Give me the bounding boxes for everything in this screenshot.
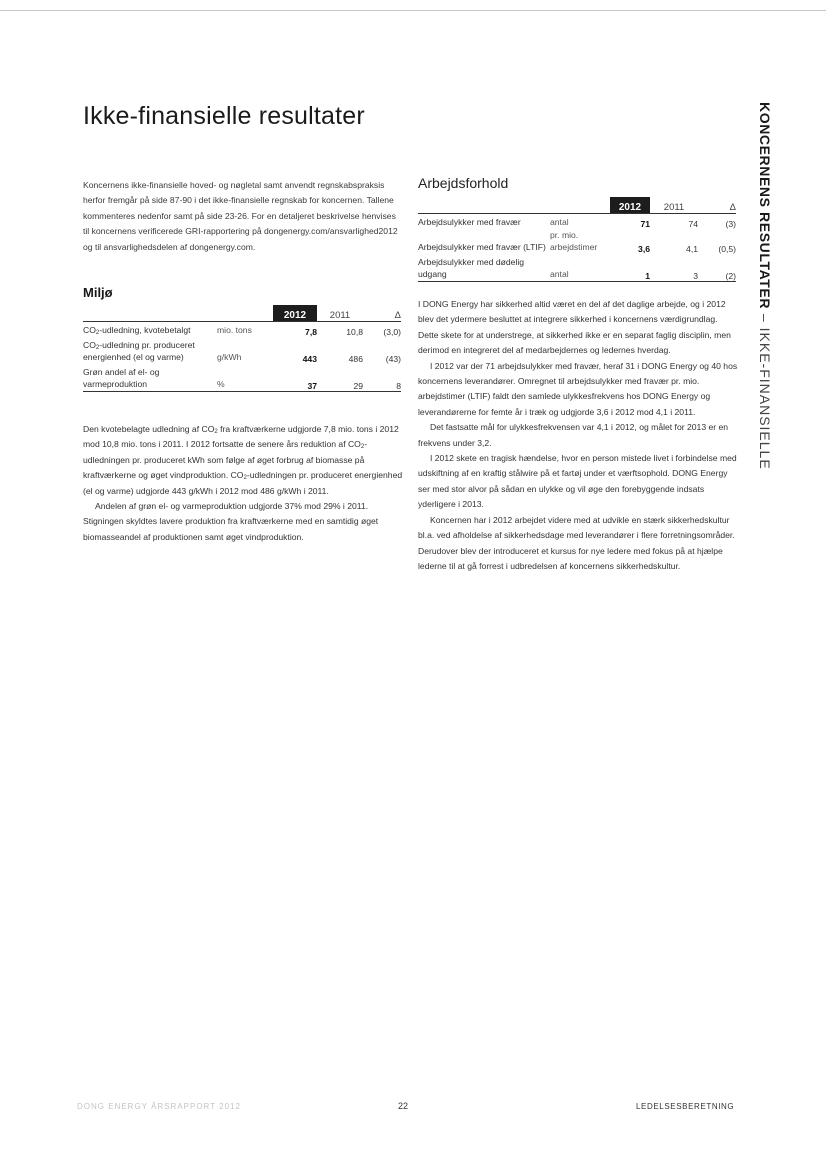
- miljo-body: [83, 422, 403, 545]
- header-2011: 2011: [317, 305, 363, 322]
- arbejdsforhold-paragraph: Det fastsatte mål for ulykkesfrekvensen var 4,1 i 2012, og målet for 2013 er en frekvens under 3,2.: [418, 422, 729, 448]
- row-unit: antal: [546, 254, 610, 282]
- value-delta: (3): [725, 218, 736, 229]
- value-2011: 4,1: [686, 243, 698, 254]
- value-delta: (3,0): [383, 326, 401, 337]
- row-label: Arbejdsulykker med fravær: [418, 217, 521, 227]
- arbejdsforhold-paragraph: I DONG Energy har sikkerhed altid været en del af det daglige arbejde, og i 2012 blev det ydermere besluttet at integrere sikkerhed i koncernens værdigrundlag. Dette skete for at understrege, at sikkerhed ikke er en separat faglig disciplin, men derimod en integreret del af medarbejdernes og ledernes hverdag.: [418, 299, 731, 356]
- row-unit: antal: [550, 217, 569, 227]
- row-label: $CO_2$-udledning pr. produceret energienhed (el og varme): [83, 339, 195, 362]
- value-2011: 486: [348, 353, 363, 364]
- value-delta: (2): [698, 254, 736, 282]
- value-2012: 7,8: [305, 326, 317, 337]
- value-2012: 443: [302, 353, 317, 364]
- value-2011: 3: [650, 254, 698, 282]
- row-unit: g/kWh: [217, 352, 242, 362]
- value-2011: 74: [688, 218, 698, 229]
- value-2011: 10,8: [346, 326, 363, 337]
- value-delta: 8: [363, 364, 401, 392]
- value-delta: (0,5): [718, 243, 736, 254]
- value-2012: 71: [640, 218, 650, 229]
- row-label: Arbejdsulykker med fravær (LTIF): [418, 242, 546, 252]
- value-delta: (43): [385, 353, 401, 364]
- section-side-tab: [757, 102, 773, 470]
- top-rule: [0, 10, 826, 11]
- miljo-paragraph-1: Den kvotebelagte udledning af $CO_2$ fra kraftværkerne udgjorde 7,8 mio. tons i 2012 mod 10,8 mio. tons i 2011. I 2012 fortsatte de senere års reduktion af $CO_2$-udledningen pr. produceret kWh som følge af øget forbrug af biomasse på kraftværkerne og øget vindproduktion. $CO_2$-udledningen pr. produceret energienhed (el og varme) udgjorde 443 g/kWh i 2012 mod 486 g/kWh i 2011.: [83, 424, 403, 496]
- side-tab-sep: –: [757, 309, 773, 328]
- table-row: [418, 214, 736, 229]
- header-delta: Δ: [363, 305, 401, 322]
- side-tab-light: IKKE-FINANSIELLE: [757, 327, 773, 470]
- arbejdsforhold-table: [418, 197, 736, 282]
- header-2012: 2012: [610, 197, 650, 214]
- row-label: Grøn andel af el- og varmeproduktion: [83, 364, 213, 392]
- miljo-paragraph-2: Andelen af grøn el- og varmeproduktion udgjorde 37% mod 29% i 2011. Stigningen skyldtes lavere produktion fra kraftværkerne med en samtidig øget biomasseandel af produktionen samt øget vindproduktion.: [83, 501, 379, 542]
- row-unit: %: [213, 364, 273, 392]
- table-row: [83, 364, 401, 392]
- side-tab-bold: KONCERNENS RESULTATER: [757, 102, 773, 310]
- table-header-row: [418, 197, 736, 214]
- arbejdsforhold-body: [418, 297, 740, 574]
- value-2011: 29: [317, 364, 363, 392]
- table-header-row: [83, 305, 401, 322]
- intro-paragraph: Koncernens ikke-finansielle hoved- og nøgletal samt anvendt regnskabspraksis herfor fremgår på side 87-90 i det ikke-finansielle regnskab for koncernen. Tallene kommenteres nedenfor samt på side 23-26. For en detaljeret beskrivelse henvises til koncernens verificerede GRI-rapportering på dongenergy.com/ansvarlighed2012 og til ansvarlighedsdelen af dongenergy.com.: [83, 180, 398, 252]
- footer-section-name: LEDELSESBERETNING: [636, 1102, 735, 1111]
- value-2012: 1: [610, 254, 650, 282]
- arbejdsforhold-paragraph: Koncernen har i 2012 arbejdet videre med at udvikle en stærk sikkerhedskultur bl.a. ved afholdelse af sikkerhedsdage med leverandører i flere forretningsområder. Derudover blev der introduceret et kursus for nye ledere med fokus på at hjælpe lederne til at gå forrest i udbredelsen af koncernens sikkerhedskultur.: [418, 514, 735, 571]
- header-2012: 2012: [273, 305, 317, 322]
- table-row: [418, 254, 736, 282]
- value-2012: 3,6: [638, 243, 650, 254]
- table-row: [83, 322, 401, 337]
- row-unit: mio. tons: [217, 325, 252, 335]
- header-delta: Δ: [698, 197, 736, 214]
- row-label: $CO_2$-udledning, kvotebetalgt: [83, 325, 191, 336]
- footer-page-number: 22: [398, 1101, 409, 1111]
- table-row: [83, 337, 401, 364]
- miljo-heading: Miljø: [83, 285, 113, 300]
- arbejdsforhold-paragraph: I 2012 skete en tragisk hændelse, hvor en person mistede livet i forbindelse med udskiftning af en kraftig stålwire på et fartøj under et værftsophold. DONG Energy ser med stor alvor på sådan en ulykke og vil øge den forebyggende indsats yderligere i 2013.: [418, 453, 737, 510]
- arbejdsforhold-paragraph: I 2012 var der 71 arbejdsulykker med fravær, heraf 31 i DONG Energy og 40 hos koncernens leverandører. Omregnet til arbejdsulykker med fravær pr. mio. arbejdstimer (LTIF) faldt den samlede ulykkesfrekvens hos DONG Energy og leverandørerne for femte år i træk og udgjorde 3,6 i 2012 mod 4,1 i 2011.: [418, 360, 738, 417]
- footer-report-name: DONG ENERGY ÅRSRAPPORT 2012: [77, 1102, 241, 1111]
- row-label: Arbejdsulykker med dødelig udgang: [418, 254, 546, 282]
- arbejdsforhold-heading: Arbejdsforhold: [418, 175, 509, 191]
- miljo-table: [83, 305, 401, 392]
- value-2012: 37: [273, 364, 317, 392]
- table-row: [418, 229, 736, 254]
- row-unit: pr. mio. arbejdstimer: [550, 229, 598, 252]
- header-2011: 2011: [650, 197, 698, 214]
- page-title: Ikke-finansielle resultater: [83, 102, 365, 130]
